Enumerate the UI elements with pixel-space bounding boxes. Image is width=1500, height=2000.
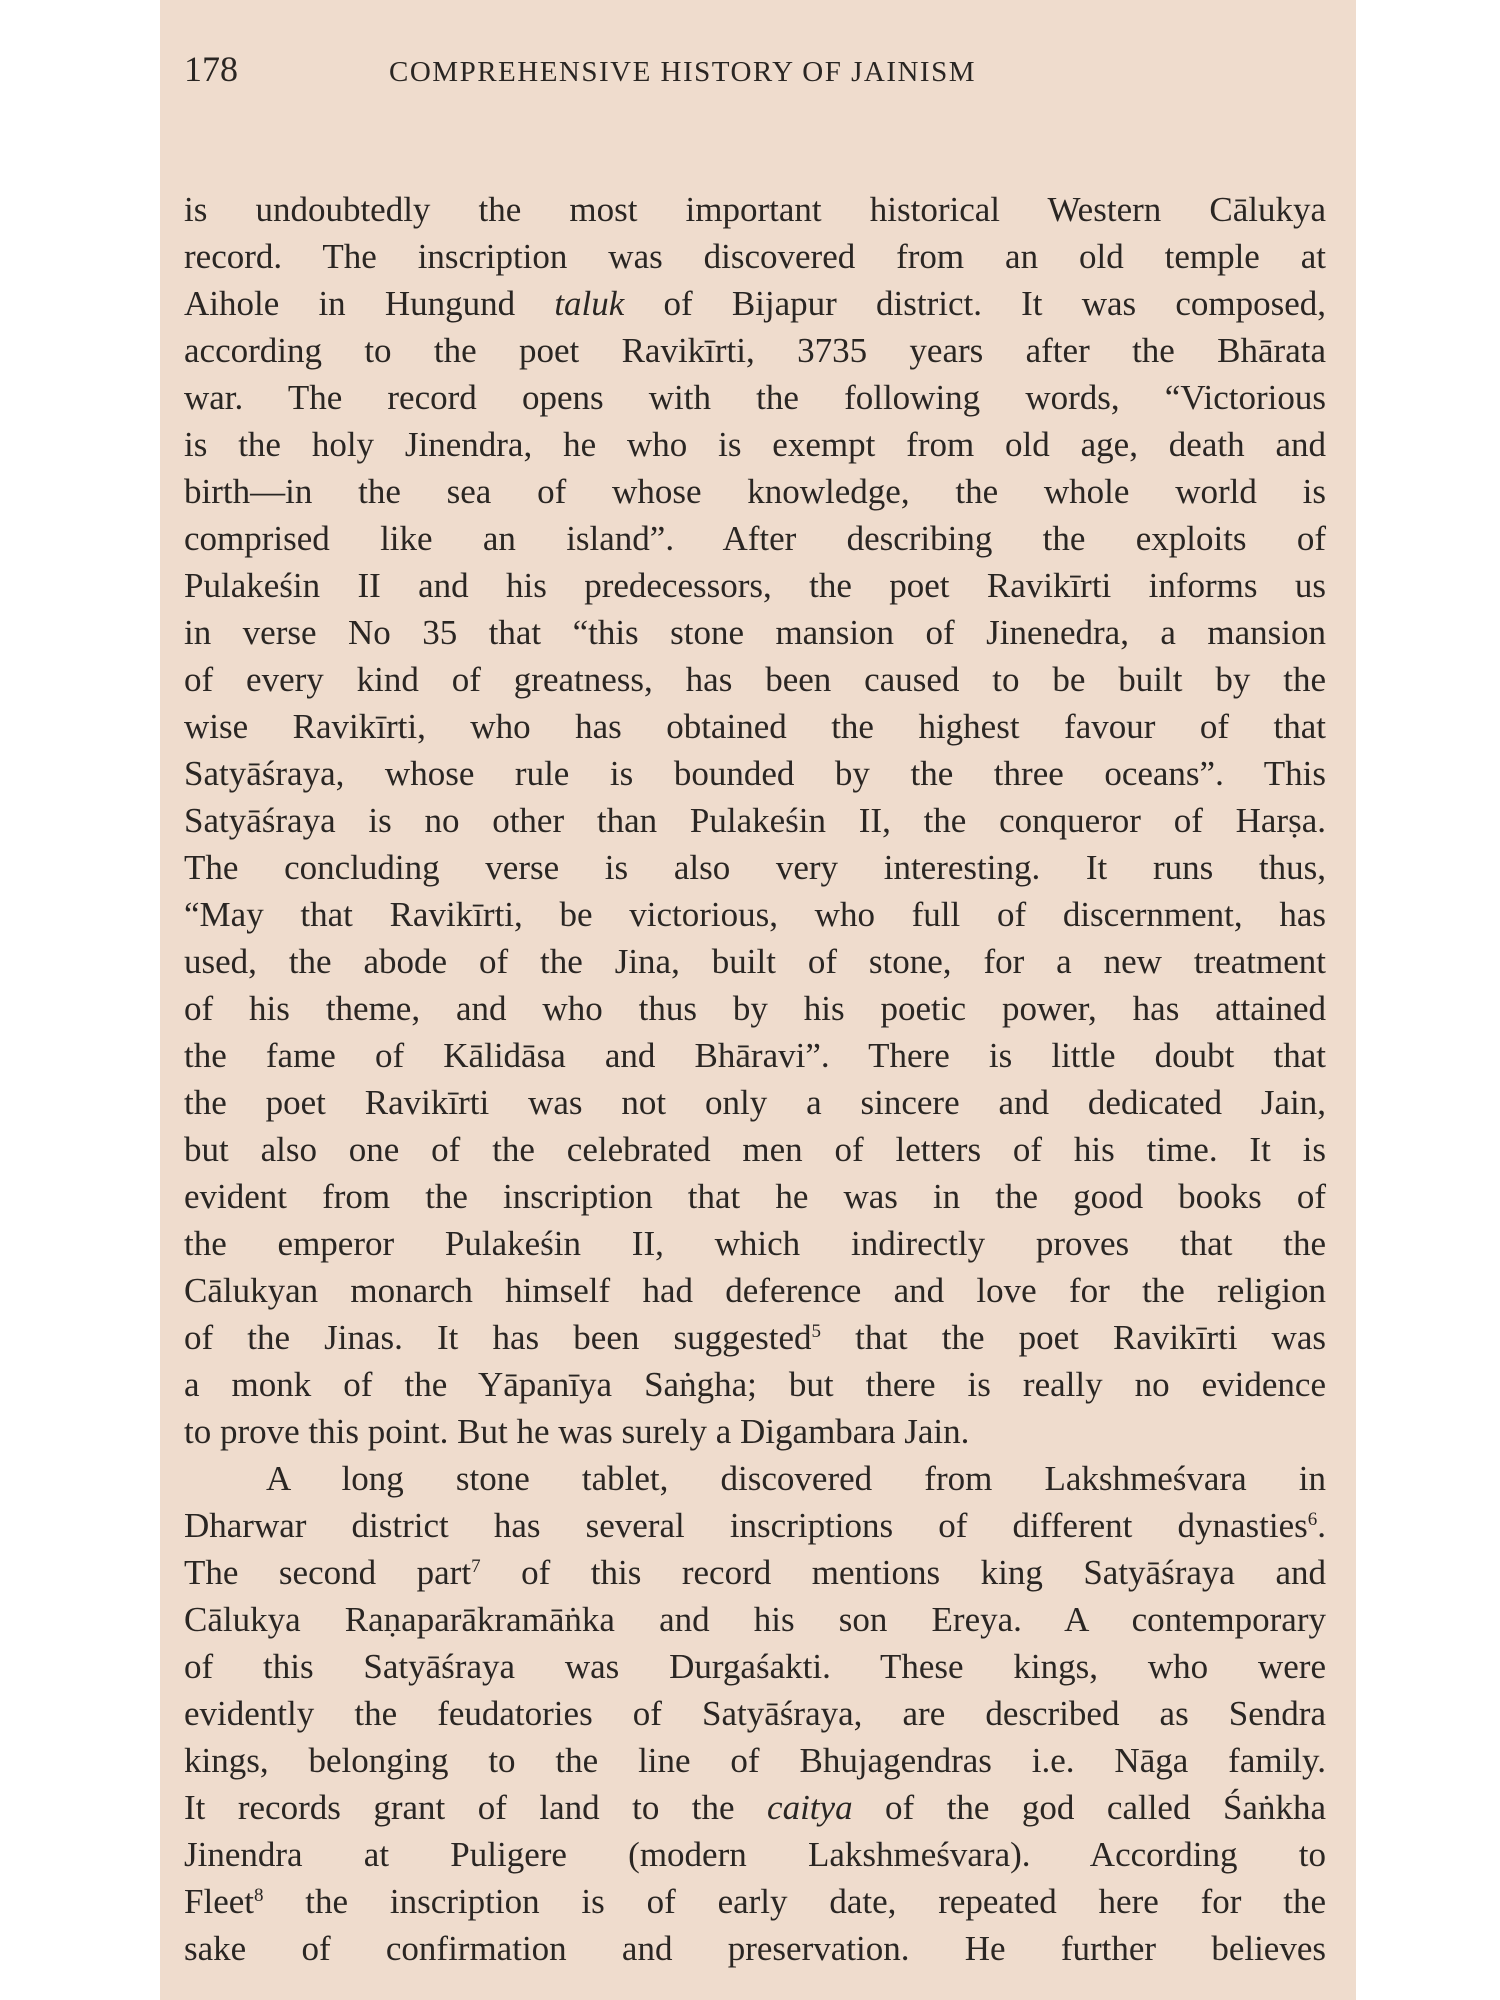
line-text: Fleet — [184, 1882, 254, 1921]
text-line — [184, 1173, 1326, 1220]
line-text: of Bijapur district. It was composed, — [624, 284, 1326, 323]
text-line — [184, 1878, 1326, 1925]
line-text: It records grant of land to the — [184, 1788, 768, 1827]
line-text: of the god called Śaṅkha — [852, 1788, 1326, 1827]
text-line — [184, 421, 1326, 468]
line-text: The concluding verse is also very interesting. It runs thus, — [184, 848, 1326, 887]
text-line — [184, 327, 1326, 374]
book-page — [160, 0, 1356, 2000]
line-text: of his theme, and who thus by his poetic power, has attained — [184, 989, 1326, 1028]
footnote-ref: 8 — [253, 1885, 264, 1906]
italic-term: taluk — [554, 284, 625, 323]
footnote-ref: 5 — [811, 1321, 822, 1342]
text-line — [184, 1314, 1326, 1361]
text-line — [184, 1596, 1326, 1643]
line-text: Jinendra at Puligere (modern Lakshmeśvara). According to — [184, 1835, 1326, 1874]
text-line — [184, 703, 1326, 750]
line-text: . — [1317, 1506, 1326, 1545]
text-line — [184, 797, 1326, 844]
line-text: Cālukyan monarch himself had deference and love for the religion — [184, 1271, 1326, 1310]
line-text: kings, belonging to the line of Bhujagendras i.e. Nāga family. — [184, 1741, 1326, 1780]
line-text: “May that Ravikīrti, be victorious, who full of discernment, has — [184, 895, 1326, 934]
line-text: comprised like an island”. After describing the exploits of — [184, 519, 1326, 558]
line-text: of this record mentions king Satyāśraya and — [480, 1553, 1326, 1592]
line-text: wise Ravikīrti, who has obtained the highest favour of that — [184, 707, 1326, 746]
line-text: used, the abode of the Jina, built of stone, for a new treatment — [184, 942, 1326, 981]
line-text: Pulakeśin II and his predecessors, the poet Ravikīrti informs us — [184, 566, 1326, 605]
line-text: the poet Ravikīrti was not only a sincere and dedicated Jain, — [184, 1083, 1326, 1122]
text-line — [184, 891, 1326, 938]
footnote-ref: 6 — [1307, 1509, 1318, 1530]
text-line — [184, 233, 1326, 280]
line-text: war. The record opens with the following words, “Victorious — [184, 378, 1326, 417]
line-text: but also one of the celebrated men of letters of his time. It is — [184, 1130, 1326, 1169]
line-text: A long stone tablet, discovered from Lakshmeśvara in — [266, 1459, 1326, 1498]
text-line — [184, 1690, 1326, 1737]
line-text: of the Jinas. It has been suggested — [184, 1318, 812, 1357]
line-text: the fame of Kālidāsa and Bhāravi”. There is little doubt that — [184, 1036, 1326, 1075]
line-text: of this Satyāśraya was Durgaśakti. These kings, who were — [184, 1647, 1326, 1686]
text-line — [184, 1267, 1326, 1314]
text-line — [184, 515, 1326, 562]
text-line — [184, 1831, 1326, 1878]
italic-term: caitya — [767, 1788, 853, 1827]
text-line — [184, 1126, 1326, 1173]
text-line — [184, 985, 1326, 1032]
body-text — [184, 186, 1326, 1972]
text-line — [184, 1549, 1326, 1596]
line-text: Dharwar district has several inscriptions of different dynasties — [184, 1506, 1308, 1545]
text-line — [184, 938, 1326, 985]
line-text: the inscription is of early date, repeated here for the — [263, 1882, 1326, 1921]
text-line — [184, 1220, 1326, 1267]
line-text: that the poet Ravikīrti was — [821, 1318, 1326, 1357]
page-number: 178 — [184, 49, 238, 89]
line-text: Satyāśraya, whose rule is bounded by the three oceans”. This — [184, 754, 1326, 793]
text-line — [184, 468, 1326, 515]
text-line — [184, 750, 1326, 797]
text-line — [184, 609, 1326, 656]
text-line — [184, 1455, 1326, 1502]
line-text: Aihole in Hungund — [184, 284, 555, 323]
line-text: Cālukya Raṇaparākramāṅka and his son Ereya. A contemporary — [184, 1600, 1326, 1639]
text-line — [184, 1361, 1326, 1408]
line-text: record. The inscription was discovered from an old temple at — [184, 237, 1326, 276]
text-line — [184, 1784, 1326, 1831]
text-line — [184, 1502, 1326, 1549]
text-line — [184, 280, 1326, 327]
line-text: a monk of the Yāpanīya Saṅgha; but there is really no evidence — [184, 1365, 1326, 1404]
footnote-ref: 7 — [471, 1556, 481, 1577]
text-line — [184, 186, 1326, 233]
text-line — [184, 656, 1326, 703]
line-text: the emperor Pulakeśin II, which indirectly proves that the — [184, 1224, 1326, 1263]
text-line — [184, 1925, 1326, 1972]
text-line — [184, 1032, 1326, 1079]
line-text: of every kind of greatness, has been caused to be built by the — [184, 660, 1326, 699]
line-text: according to the poet Ravikīrti, 3735 years after the Bhārata — [184, 331, 1326, 370]
text-line — [184, 844, 1326, 891]
line-text: birth—in the sea of whose knowledge, the whole world is — [184, 472, 1326, 511]
line-text: is undoubtedly the most important historical Western Cālukya — [184, 190, 1326, 229]
text-line — [184, 1737, 1326, 1784]
line-text: in verse No 35 that “this stone mansion of Jinenedra, a mansion — [184, 613, 1326, 652]
line-text: The second part — [184, 1553, 472, 1592]
text-line — [184, 562, 1326, 609]
line-text: evidently the feudatories of Satyāśraya, are described as Sendra — [184, 1694, 1326, 1733]
text-line — [184, 1408, 1326, 1455]
line-text: to prove this point. But he was surely a Digambara Jain. — [184, 1412, 970, 1451]
text-line — [184, 374, 1326, 421]
running-header — [184, 48, 1326, 100]
text-line — [184, 1079, 1326, 1126]
running-title: COMPREHENSIVE HISTORY OF JAINISM — [389, 56, 976, 88]
line-text: is the holy Jinendra, he who is exempt from old age, death and — [184, 425, 1326, 464]
line-text: Satyāśraya is no other than Pulakeśin II, the conqueror of Harṣa. — [184, 801, 1326, 840]
line-text: evident from the inscription that he was in the good books of — [184, 1177, 1326, 1216]
line-text: sake of confirmation and preservation. He further believes — [184, 1929, 1326, 1968]
text-line — [184, 1643, 1326, 1690]
